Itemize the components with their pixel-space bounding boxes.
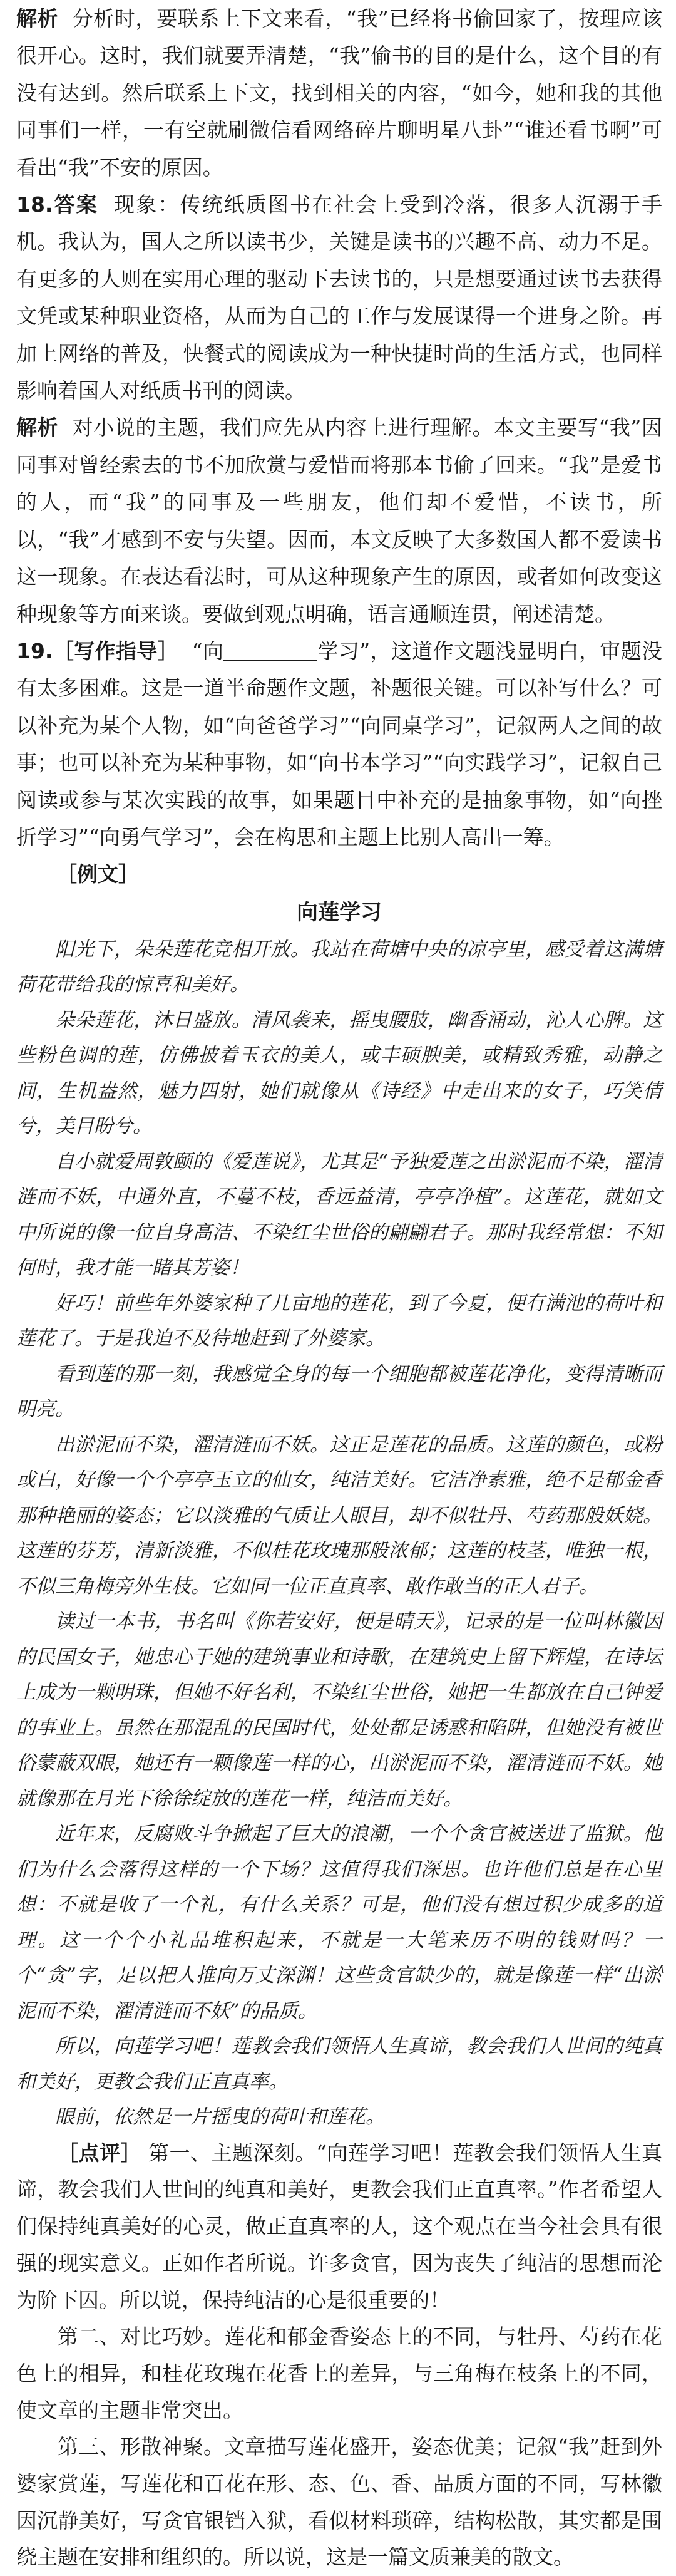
q17-analysis-text: 分析时，要联系上下文来看，“我”已经将书偷回家了，按理应该很开心。这时，我们就要弄清楚，“我”偷书的目的是什么，这个目的有没有达到。然后联系上下文，找到相关的内容，“如今，她和我的其他同事们一样，一有空就刷微信看网络碎片聊明星八卦”“谁还看书啊”可看出“我”不安的原因。: [16, 6, 663, 180]
comment-second: 第二、对比巧妙。莲花和郁金香姿态上的不同，与牡丹、芍药在花色上的相异，和桂花玫瑰在花香上的差异，与三角梅在枝条上的不同，使文章的主题非常突出。: [16, 2324, 662, 2423]
essay-body: [16, 932, 662, 2135]
q19-number: 19.: [16, 638, 53, 663]
essay-paragraph: 朵朵莲花，沐日盛放。清风袭来，摇曳腰肢，幽香涌动，沁人心脾。这些粉色调的莲，仿佛披着玉衣的美人，或丰硕腴美，或精致秀雅，动静之间，生机盎然，魅力四射，她们就像从《诗经》中走出来的女子，巧笑倩兮，美目盼兮。: [16, 1008, 662, 1138]
q18-answer-text: 现象：传统纸质图书在社会上受到冷落，很多人沉溺于手机。我认为，国人之所以读书少，关键是读书的兴趣不高、动力不足。有更多的人则在实用心理的驱动下去读书的，只是想要通过读书去获得文凭或某种职业资格，从而为自己的工作与发展谋得一个进身之阶。再加上网络的普及，快餐式的阅读成为一种快捷时尚的生活方式，也同样影响着国人对纸质书刊的阅读。: [16, 192, 663, 403]
q19-prompt-open: “向: [192, 638, 224, 663]
q19-block: [16, 633, 662, 893]
q18-block: [16, 186, 662, 633]
comment-block: [16, 2135, 662, 2576]
q17-analysis-label: 解析: [16, 6, 59, 31]
essay-paragraph: 好巧！前些年外婆家种了几亩地的莲花，到了今夏，便有满池的荷叶和莲花了。于是我迫不及待地赶到了外婆家。: [16, 1291, 662, 1350]
essay-paragraph: 眼前，依然是一片摇曳的荷叶和莲花。: [55, 2106, 385, 2129]
comment-first: 第一、主题深刻。“向莲学习吧！莲教会我们领悟人生真谛，教会我们人世间的纯真和美好，更教会我们正直真率。”作者希望人们保持纯真美好的心灵，做正直真率的人，这个观点在当今社会具有很强的现实意义。正如作者所说。许多贪官，因为丧失了纯洁的思想而沦为阶下囚。所以说，保持纯洁的心是很重要的！: [16, 2140, 663, 2312]
comment-label: ［点评］: [58, 2140, 142, 2165]
q19-guide-text: 这道作文题浅显明白，审题没有太多困难。这是一道半命题作文题，补题很关键。可以补写什么？可以补充为某个人物，如“向爸爸学习”“向同桌学习”，记叙两人之间的故事；也可以补充为某种事物，如“向书本学习”“向实践学习”，记叙自己阅读或参与某次实践的故事，如果题目中补充的是抽象事物，如“向挫折学习”“向勇气学习”，会在构思和主题上比别人高出一筹。: [16, 638, 663, 849]
q19-sample-label: ［例文］: [56, 862, 139, 887]
essay-paragraph: 阳光下，朵朵莲花竞相开放。我站在荷塘中央的凉亭里，感受着这满塘荷花带给我的惊喜和美好。: [16, 938, 662, 996]
comment-third: 第三、形散神聚。文章描写莲花盛开，姿态优美；记叙“我”赶到外婆家赏莲，写莲花和百花在形、态、色、香、品质方面的不同，写林徽因沉静美好，写贪官银铛入狱，看似材料琐碎，结构松散，其实都是围绕主题在安排和组织的。所以说，这是一篇文质兼美的散文。: [16, 2434, 662, 2570]
q19-prompt-close: 学习”，: [317, 638, 391, 663]
q18-analysis-label: 解析: [16, 415, 59, 440]
q18-answer-label: 答案: [53, 192, 98, 217]
essay-title: 向莲学习: [297, 899, 382, 925]
essay-paragraph: 出淤泥而不染，濯清涟而不妖。这正是莲花的品质。这莲的颜色，或粉或白，好像一个个亭亭玉立的仙女，纯洁美好。它洁净素雅，绝不是郁金香那种艳丽的姿态；它以淡雅的气质让人眼目，却不似牡丹、芍药那般妖娆。这莲的芬芳，清新淡雅，不似桂花玫瑰那般浓郁；这莲的枝茎，唯独一根，不似三角梅旁外生枝。它如同一位正直真率、敢作敢当的正人君子。: [16, 1433, 662, 1598]
essay-paragraph: 看到莲的那一刻，我感觉全身的每一个细胞都被莲花净化，变得清晰而明亮。: [16, 1362, 662, 1421]
q19-prompt-blank: [223, 639, 317, 661]
essay-paragraph: 读过一本书，书名叫《你若安好，便是晴天》，记录的是一位叫林徽因的民国女子，她忠心于她的建筑事业和诗歌，在建筑史上留下辉煌，在诗坛上成为一颗明珠，但她不好名利，不染红尘世俗，她把一生都放在自己钟爱的事业上。虽然在那混乱的民国时代，处处都是诱惑和陷阱，但她没有被世俗蒙蔽双眼，她还有一颗像莲一样的心，出淤泥而不染，濯清涟而不妖。她就像那在月光下徐徐绽放的莲花一样，纯洁而美好。: [16, 1610, 662, 1810]
q18-number: 18.: [16, 192, 53, 217]
essay-paragraph: 自小就爱周敦颐的《爱莲说》，尤其是“予独爱莲之出淤泥而不染，濯清涟而不妖，中通外直，不蔓不枝，香远益清，亭亭净植”。这莲花，就如文中所说的像一位自身高洁、不染红尘世俗的翩翩君子。那时我经常想：不知何时，我才能一睹其芳姿！: [16, 1150, 662, 1280]
q17-analysis-block: [16, 0, 662, 186]
q18-analysis-text: 对小说的主题，我们应先从内容上进行理解。本文主要写“我”因同事对曾经索去的书不加欣赏与爱惜而将那本书偷了回来。“我”是爱书的人，而“我”的同事及一些朋友，他们却不爱惜，不读书，所以，“我”才感到不安与失望。因而，本文反映了大多数国人都不爱读书这一现象。在表达看法时，可从这种现象产生的原因，或者如何改变这种现象等方面来谈。要做到观点明确，语言通顺连贯，阐述清楚。: [16, 415, 663, 626]
essay-paragraph: 所以，向莲学习吧！莲教会我们领悟人生真谛，教会我们人世间的纯真和美好，更教会我们正直真率。: [16, 2035, 662, 2093]
essay-paragraph: 近年来，反腐败斗争掀起了巨大的浪潮，一个个贪官被送进了监狱。他们为什么会落得这样的一个下场？这值得我们深思。也许他们总是在心里想：不就是收了一个礼，有什么关系？可是，他们没有想过积少成多的道理。这一个个小礼品堆积起来，不就是一大笔来历不明的钱财吗？一个“贪”字，足以把人推向万丈深渊！这些贪官缺少的，就是像莲一样“出淤泥而不染，濯清涟而不妖”的品质。: [16, 1823, 662, 2022]
q19-guide-label: ［写作指导］: [53, 638, 178, 663]
